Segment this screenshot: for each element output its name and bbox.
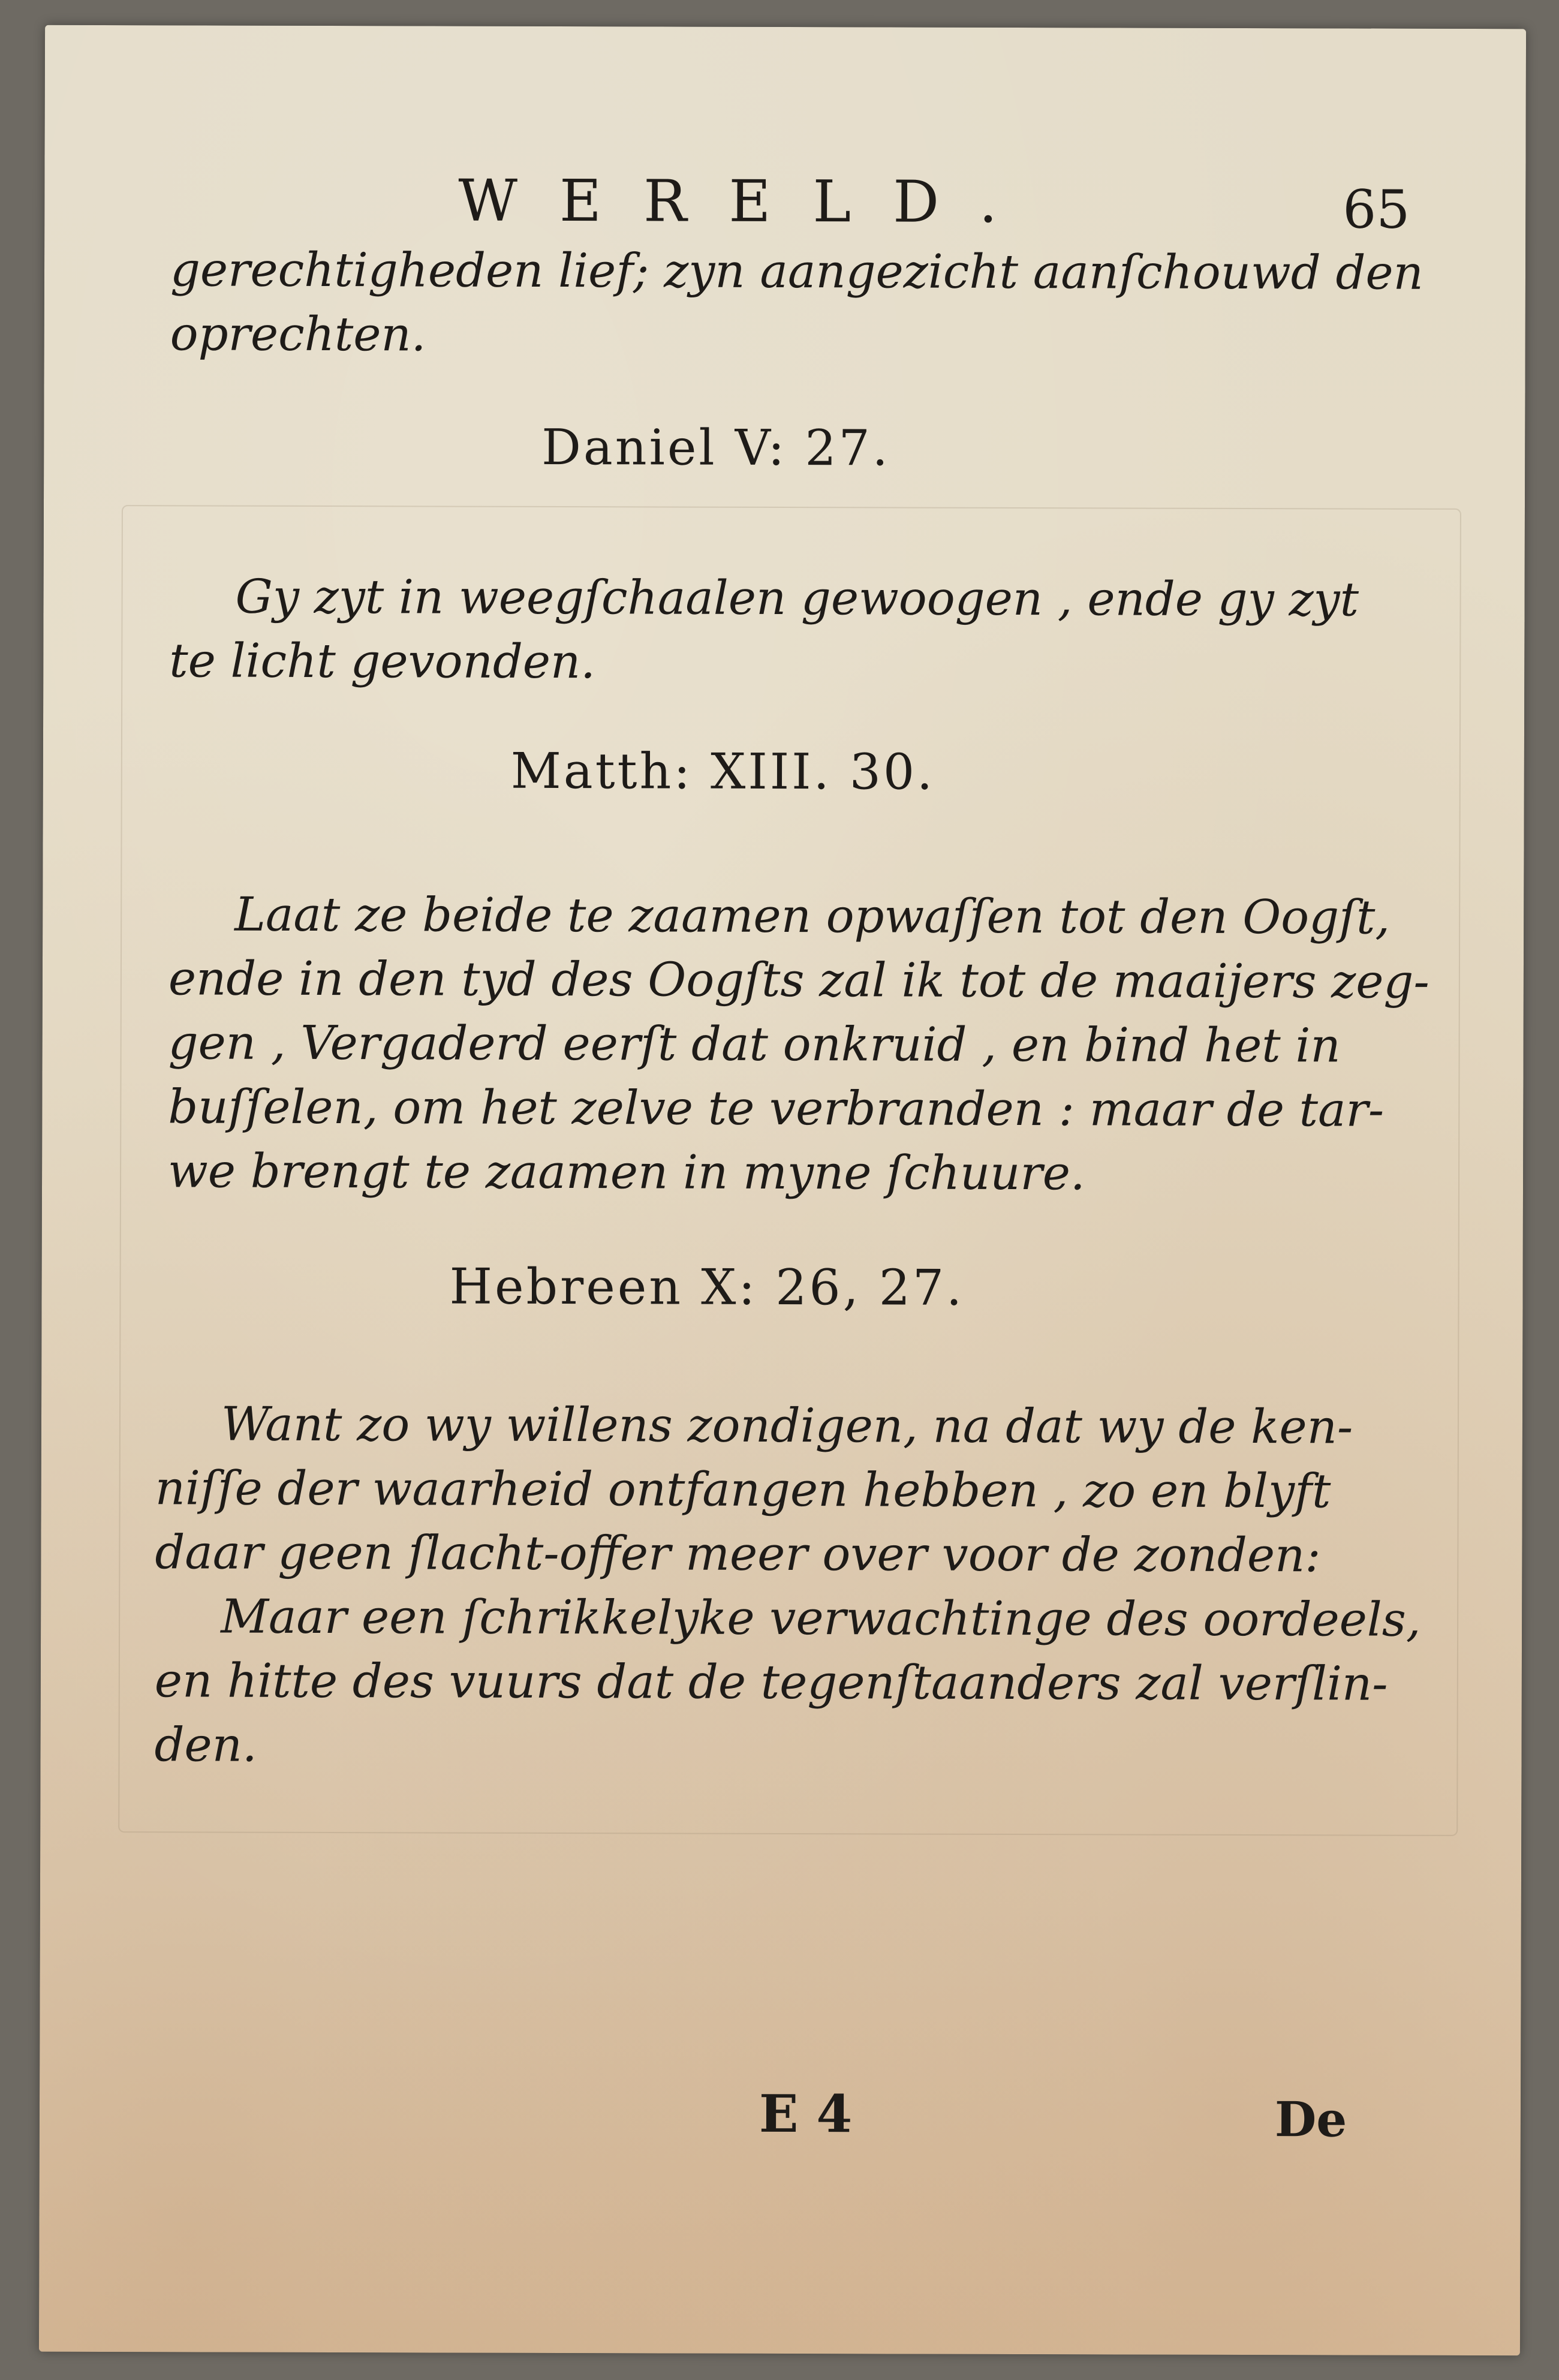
section-heading: Daniel V: 27. bbox=[541, 419, 890, 477]
passage-line: Gy zyt in weegſchaalen gewoogen , ende gy zyt bbox=[235, 570, 1359, 627]
passage-line: daar geen ſlacht-offer meer over voor de zonden: bbox=[155, 1526, 1321, 1583]
page-paper bbox=[39, 25, 1526, 2355]
page-number: 65 bbox=[1343, 178, 1410, 240]
passage-line: niſſe der waarheid ontfangen hebben , zo en blyft bbox=[155, 1461, 1331, 1519]
passage-line: buſſelen, om het zelve te verbranden : maar de tar- bbox=[168, 1080, 1385, 1138]
passage-line: den. bbox=[154, 1718, 257, 1773]
signature-mark: E 4 bbox=[759, 2083, 853, 2145]
running-title: WERELD. bbox=[458, 167, 1040, 236]
passage-line: ende in den tyd des Oogſts zal ik tot de maaijers zeg- bbox=[168, 952, 1429, 1009]
passage-line: gen , Vergaderd eerſt dat onkruid , en bind het in bbox=[168, 1016, 1341, 1073]
section-heading: Hebreen X: 26, 27. bbox=[449, 1258, 965, 1317]
passage-line: Maar een ſchrikkelyke verwachtinge des oordeels, bbox=[221, 1590, 1421, 1647]
catchword: De bbox=[1274, 2091, 1347, 2148]
passage-line: Laat ze beide te zaamen opwaſſen tot den Oogſt, bbox=[234, 887, 1391, 945]
passage-line: en hitte des vuurs dat de tegenſtaanders zal verſlin- bbox=[154, 1654, 1388, 1711]
passage-line: we brengt te zaamen in myne ſchuure. bbox=[167, 1144, 1085, 1201]
section-heading: Matth: XIII. 30. bbox=[510, 742, 935, 801]
passage-line: oprechten. bbox=[170, 307, 426, 362]
passage-line: te licht gevonden. bbox=[169, 634, 596, 690]
passage-line: Want zo wy willens zondigen, na dat wy de ken- bbox=[221, 1397, 1353, 1455]
passage-line: gerechtigheden lief; zyn aangezicht aanſchouwd den bbox=[170, 243, 1423, 300]
